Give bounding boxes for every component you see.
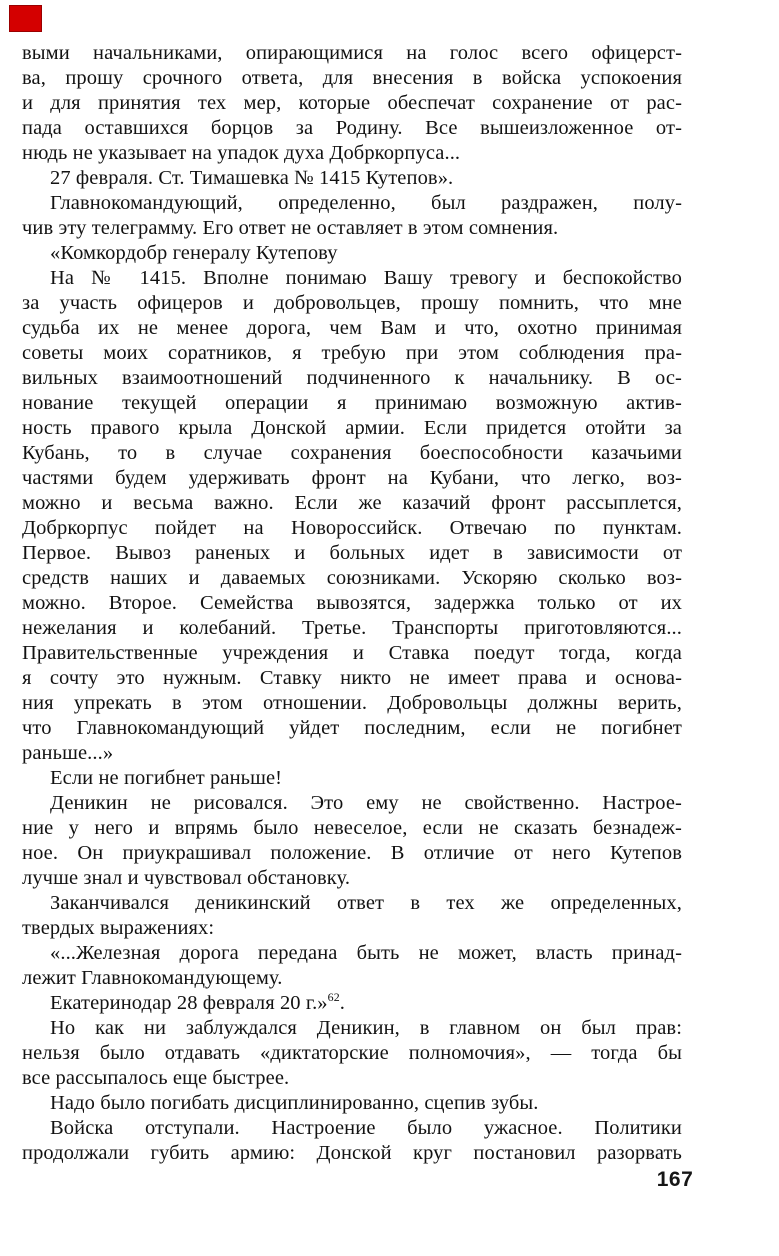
- text-line: советы моих соратников, я требую при этом соблюдения пра-: [22, 342, 682, 364]
- text-line: за участь офицеров и добровольцев, прошу помнить, что мне: [22, 292, 682, 314]
- text-line: частями будем удерживать фронт на Кубани, что легко, воз-: [22, 467, 682, 489]
- text-line: «...Железная дорога передана быть не может, власть принад-: [50, 942, 682, 964]
- text-line: Кубань, то в случае сохранения боеспособности казачьими: [22, 442, 682, 464]
- text-line: Надо было погибать дисциплинированно, сцепив зубы.: [50, 1092, 539, 1114]
- text-line: Деникин не рисовался. Это ему не свойственно. Настрое-: [50, 792, 682, 814]
- text-line: Главнокомандующий, определенно, был раздражен, полу-: [50, 192, 682, 214]
- page-text-block: [22, 41, 682, 1166]
- text-line: Войска отступали. Настроение было ужасное. Политики: [50, 1117, 682, 1139]
- text-line: ва, прошу срочного ответа, для внесения в войска успокоения: [22, 67, 682, 89]
- text-line: средств наших и даваемых союзниками. Ускоряю сколько воз-: [22, 567, 682, 589]
- text-line: я сочту это нужным. Ставку никто не имеет права и основа-: [22, 667, 682, 689]
- text-line: чив эту телеграмму. Его ответ не оставляет в этом сомнения.: [22, 217, 559, 239]
- text-line: твердых выражениях:: [22, 917, 215, 939]
- text-line: судьба их не менее дорога, чем Вам и что, охотно принимая: [22, 317, 682, 339]
- red-marker-box: [9, 5, 42, 32]
- text-line: ния упрекать в этом отношении. Добровольцы должны верить,: [22, 692, 682, 714]
- text-line: Екатеринодар 28 февраля 20 г.»$^{62}$.: [50, 991, 345, 1014]
- page-number: 167: [656, 1168, 694, 1191]
- text-line: Заканчивался деникинский ответ в тех же определенных,: [50, 892, 682, 914]
- text-line: лежит Главнокомандующему.: [22, 967, 283, 989]
- text-line: раньше...»: [22, 742, 114, 764]
- text-line: Но как ни заблуждался Деникин, в главном он был прав:: [50, 1017, 682, 1039]
- text-line: Если не погибнет раньше!: [50, 767, 283, 789]
- text-line: 27 февраля. Ст. Тимашевка № 1415 Кутепов».: [50, 167, 454, 189]
- text-line: можно. Второе. Семейства вывозятся, задержка только от их: [22, 592, 682, 614]
- text-line: нежелания и колебаний. Третье. Транспорты приготовляются...: [22, 617, 682, 639]
- text-line: вильных взаимоотношений подчиненного к начальнику. В ос-: [22, 367, 682, 389]
- text-line: и для принятия тех мер, которые обеспечат сохранение от рас-: [22, 92, 682, 114]
- text-line: Добркорпус пойдет на Новороссийск. Отвечаю по пунктам.: [22, 517, 682, 539]
- text-line: «Комкордобр генералу Кутепову: [50, 242, 338, 264]
- text-line: все рассыпалось еще быстрее.: [22, 1067, 290, 1089]
- text-line: продолжали губить армию: Донской круг постановил разорвать: [22, 1142, 682, 1164]
- text-line: что Главнокомандующий уйдет последним, если не погибнет: [22, 717, 682, 739]
- text-line: Правительственные учреждения и Ставка поедут тогда, когда: [22, 642, 682, 664]
- text-line: пада оставшихся борцов за Родину. Все вышеизложенное от-: [22, 117, 682, 139]
- text-line: выми начальниками, опирающимися на голос всего офицерст-: [22, 42, 682, 64]
- text-line: ное. Он приукрашивал положение. В отличие от него Кутепов: [22, 842, 682, 864]
- text-line: нюдь не указывает на упадок духа Добркорпуса...: [22, 142, 461, 164]
- text-line: ние у него и впрямь было невеселое, если не сказать безнадеж-: [22, 817, 682, 839]
- text-line: лучше знал и чувствовал обстановку.: [22, 867, 351, 889]
- text-line: Первое. Вывоз раненых и больных идет в зависимости от: [22, 542, 682, 564]
- text-line: нельзя было отдавать «диктаторские полномочия», — тогда бы: [22, 1042, 682, 1064]
- text-line: ность правого крыла Донской армии. Если придется отойти за: [22, 417, 682, 439]
- text-line: нование текущей операции я принимаю возможную актив-: [22, 392, 682, 414]
- text-line: На № 1415. Вполне понимаю Вашу тревогу и беспокойство: [50, 267, 682, 289]
- text-line: можно и весьма важно. Если же казачий фронт рассыплется,: [22, 492, 682, 514]
- footnote-reference: 62: [327, 991, 340, 1005]
